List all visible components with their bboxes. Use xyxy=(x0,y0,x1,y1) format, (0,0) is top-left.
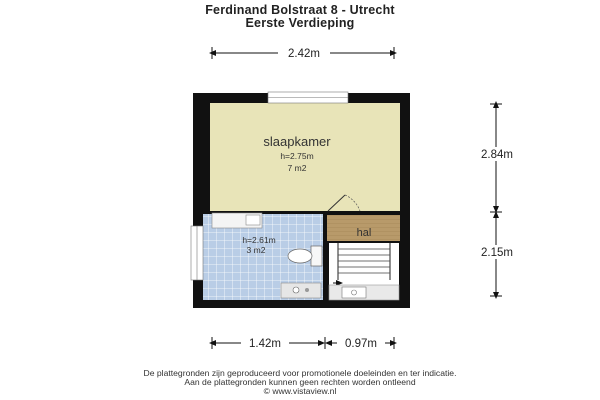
landing-cabinet xyxy=(329,285,399,300)
floor-subtitle: Eerste Verdieping xyxy=(245,16,355,30)
top-width-label: 2.42m xyxy=(288,48,320,60)
bedroom-area: 7 m2 xyxy=(287,163,307,173)
right-upper-label: 2.84m xyxy=(481,149,513,161)
bottom-right-label: 0.97m xyxy=(345,338,377,350)
hall-name: hal xyxy=(356,227,372,239)
bathroom-height: h=2.61m xyxy=(242,235,276,245)
copyright-line: © www.vistaview.nl xyxy=(263,386,337,396)
bedroom-name: slaapkamer xyxy=(263,134,331,149)
dimension-top-width xyxy=(212,45,394,60)
disclaimer-line-1: De plattegronden zijn geproduceerd voor promotionele doeleinden en ter indicatie. xyxy=(143,368,457,378)
staircase xyxy=(329,243,399,285)
bottom-left-label: 1.42m xyxy=(249,338,281,350)
bathroom-area: 3 m2 xyxy=(246,245,266,255)
bedroom-height: h=2.75m xyxy=(280,151,314,161)
dimension-right xyxy=(473,104,521,296)
disclaimer-line-2: Aan de plattegronden kunnen geen rechten worden ontleend xyxy=(184,377,416,387)
right-lower-label: 2.15m xyxy=(481,247,513,259)
dimension-bottom xyxy=(212,336,394,350)
plan-title: Ferdinand Bolstraat 8 - Utrecht xyxy=(205,3,395,17)
